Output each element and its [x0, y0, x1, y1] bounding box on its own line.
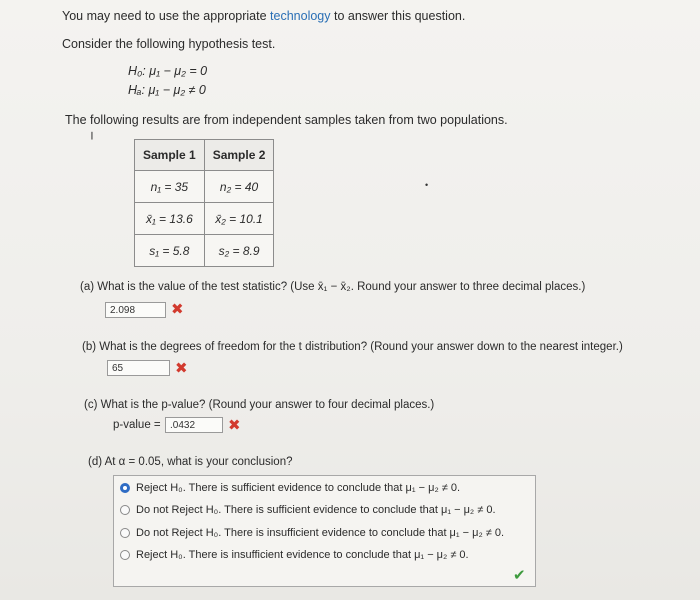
option-not-reject-insufficient[interactable] [120, 527, 504, 539]
samples-table [134, 139, 274, 267]
option-not-reject-sufficient[interactable] [120, 504, 496, 516]
radio-selected-icon[interactable] [120, 483, 130, 493]
question-b: (b) What is the degrees of freedom for the t distribution? (Round your answer down to the nearest integer.) [82, 341, 623, 353]
test-statistic-input[interactable]: 2.098 [105, 302, 166, 318]
p-value-input[interactable]: .0432 [165, 417, 223, 433]
intro-text-prefix: You may need to use the appropriate [62, 9, 267, 23]
option-reject-insufficient[interactable] [120, 549, 469, 561]
radio-icon[interactable] [120, 528, 130, 538]
check-icon: ✔ [513, 567, 526, 584]
table-cell: x̄₂ = 10.1 [204, 203, 274, 235]
alternative-hypothesis: Hₐ: μ₁ − μ₂ ≠ 0 [128, 83, 206, 97]
table-row [135, 203, 274, 235]
technology-link[interactable]: technology [270, 9, 331, 23]
option-label: Reject H₀. There is insufficient evidence to conclude that μ₁ − μ₂ ≠ 0. [136, 549, 469, 561]
question-c: (c) What is the p-value? (Round your answer to four decimal places.) [84, 399, 435, 411]
x-icon: ✖ [175, 360, 188, 377]
option-label: Do not Reject H₀. There is sufficient evidence to conclude that μ₁ − μ₂ ≠ 0. [136, 504, 496, 516]
x-icon: ✖ [228, 417, 241, 434]
table-cell: x̄₁ = 13.6 [135, 203, 205, 235]
degrees-of-freedom-input[interactable]: 65 [107, 360, 170, 376]
stray-mark: ╵ [88, 132, 96, 147]
null-hypothesis: H₀: μ₁ − μ₂ = 0 [128, 64, 208, 78]
table-header-row [135, 140, 274, 171]
table-cell: n₁ = 35 [135, 171, 205, 203]
option-label: Do not Reject H₀. There is insufficient evidence to conclude that μ₁ − μ₂ ≠ 0. [136, 527, 505, 539]
radio-icon[interactable] [120, 505, 130, 515]
radio-icon[interactable] [120, 550, 130, 560]
intro-text-suffix: to answer this question. [334, 9, 466, 23]
question-a: (a) What is the value of the test statistic? (Use x̄₁ − x̄₂. Round your answer to three decimal places.) [80, 281, 586, 293]
intro-line-1 [62, 9, 465, 23]
p-value-label: p-value = [113, 419, 161, 431]
question-d: (d) At α = 0.05, what is your conclusion? [88, 456, 293, 468]
table-cell: n₂ = 40 [204, 171, 274, 203]
option-label: Reject H₀. There is sufficient evidence to conclude that μ₁ − μ₂ ≠ 0. [136, 482, 461, 494]
table-row [135, 235, 274, 267]
option-reject-sufficient[interactable] [120, 482, 460, 494]
table-row [135, 171, 274, 203]
samples-intro: The following results are from independent samples taken from two populations. [65, 113, 508, 127]
table-header-sample-2: Sample 2 [204, 140, 274, 171]
table-cell: s₁ = 5.8 [135, 235, 205, 267]
conclusion-options [113, 475, 536, 587]
intro-line-2: Consider the following hypothesis test. [62, 37, 276, 51]
table-header-sample-1: Sample 1 [135, 140, 205, 171]
x-icon: ✖ [171, 301, 184, 318]
stray-mark: • [425, 180, 429, 190]
table-cell: s₂ = 8.9 [204, 235, 274, 267]
